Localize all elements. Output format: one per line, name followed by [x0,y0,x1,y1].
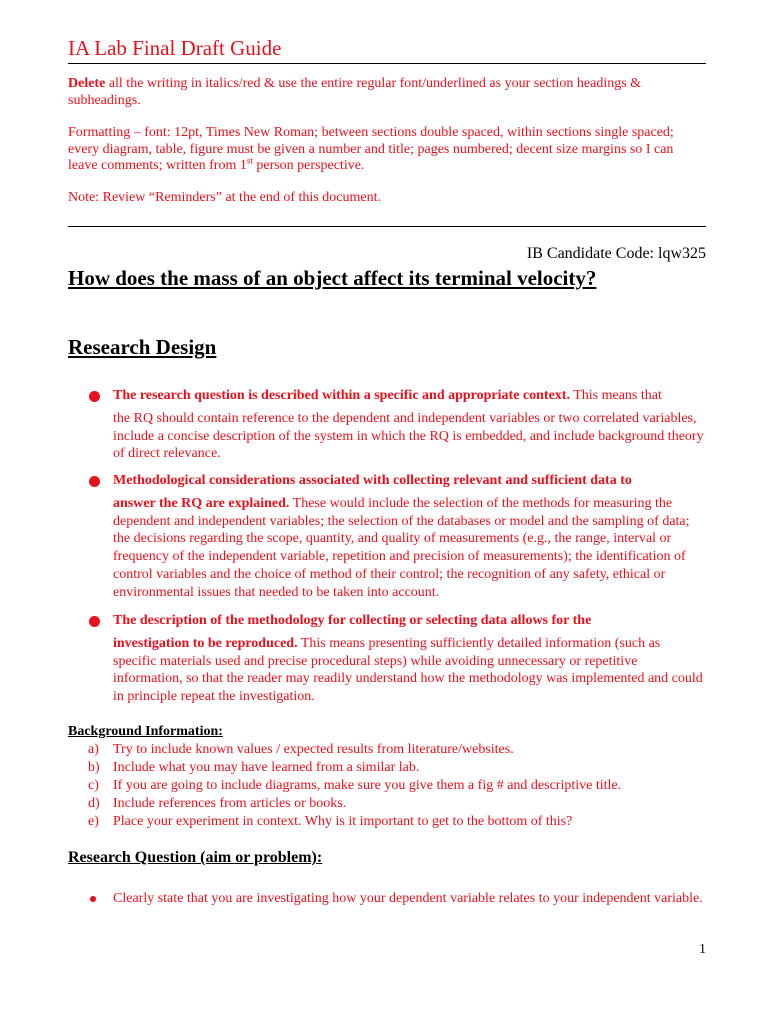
document-title: IA Lab Final Draft Guide [68,36,282,60]
formatting-superscript: st [246,155,253,166]
research-question-text: Clearly state that you are investigating how your dependent variable relates to your independent variable. [113,891,703,906]
formatting-text-b: person perspective. [252,158,365,173]
criterion-bold: The description of the methodology for collecting or selecting data allows for the [113,613,592,628]
background-list [88,741,621,831]
page-number: 1 [699,942,706,957]
criterion-item [89,612,706,706]
bullet-dot [89,391,100,402]
formatting-instruction [68,125,706,175]
title-divider [68,63,706,64]
criterion-bold: Methodological considerations associated with collecting relevant and sufficient data to [113,473,632,488]
criterion-item [89,387,706,463]
list-item [88,813,621,831]
bullet-dot [89,476,100,487]
criterion-bold-cont: answer the RQ are explained. [113,495,290,511]
criterion-body: the RQ should contain reference to the dependent and independent variables or two correlated variables, include a concise description of the system in which the RQ is embedded, and include background theory of direct relevance. [113,410,704,462]
criterion-text: This means that [569,388,662,403]
list-label: e) [88,814,99,829]
bullet-dot [89,616,100,627]
list-item [88,795,621,813]
delete-instruction [68,76,706,109]
list-text: Include references from articles or books. [113,796,347,811]
criterion-bold-cont: investigation to be reproduced. [113,635,298,651]
background-heading: Background Information: [68,724,223,739]
list-item [88,741,621,759]
delete-instruction-text: all the writing in italics/red & use the entire regular font/underlined as your section headings & subheadings. [68,76,642,108]
list-item [88,759,621,777]
research-question-heading: Research Question (aim or problem): [68,849,323,866]
criterion-body: These would include the selection of the methods for measuring the dependent and independent variables; the selection of the databases or model and the sampling of data; the decisions regarding the scope, quantity, and quality of measurements (e.g., the range, interval or frequency of the independent variable, repetition and precision of measurements); the identification of control variables and the choice of method of their control; the recognition of any safety, ethical or environmental issues that needed to be taken into account. [113,495,690,600]
list-text: If you are going to include diagrams, make sure you give them a fig # and descriptive title. [113,778,622,793]
formatting-text-a: Formatting – font: 12pt, Times New Roman; between sections double spaced, within sections single spaced; every diagram, table, figure must be given a number and title; pages numbered; decent size margins so I can leave comments; written from 1 [68,125,674,173]
section-divider [68,226,706,227]
list-text: Try to include known values / expected results from literature/websites. [113,742,514,757]
criterion-bold: The research question is described within a specific and appropriate context. [113,388,570,403]
candidate-code: IB Candidate Code: lqw325 [526,245,706,262]
list-label: d) [88,796,100,811]
research-design-heading: Research Design [68,335,217,359]
list-label: a) [88,742,99,757]
research-question-bullet [90,890,706,908]
delete-word: Delete [68,76,106,91]
bullet-dot [90,896,96,902]
criterion-body: This means presenting sufficiently detailed information (such as specific materials used and precise procedural steps) while avoiding unnecessary or repetitive information, so that the reader may readily understand how the methodology was implemented and could in principle repeat the investigation. [113,635,703,705]
list-label: c) [88,778,99,793]
main-question-heading: How does the mass of an object affect its terminal velocity? [68,266,597,290]
list-label: b) [88,760,100,775]
list-text: Include what you may have learned from a similar lab. [113,760,420,775]
criterion-item [89,472,706,602]
list-text: Place your experiment in context. Why is it important to get to the bottom of this? [113,814,573,829]
list-item [88,777,621,795]
reminder-note: Note: Review “Reminders” at the end of this document. [68,190,381,205]
